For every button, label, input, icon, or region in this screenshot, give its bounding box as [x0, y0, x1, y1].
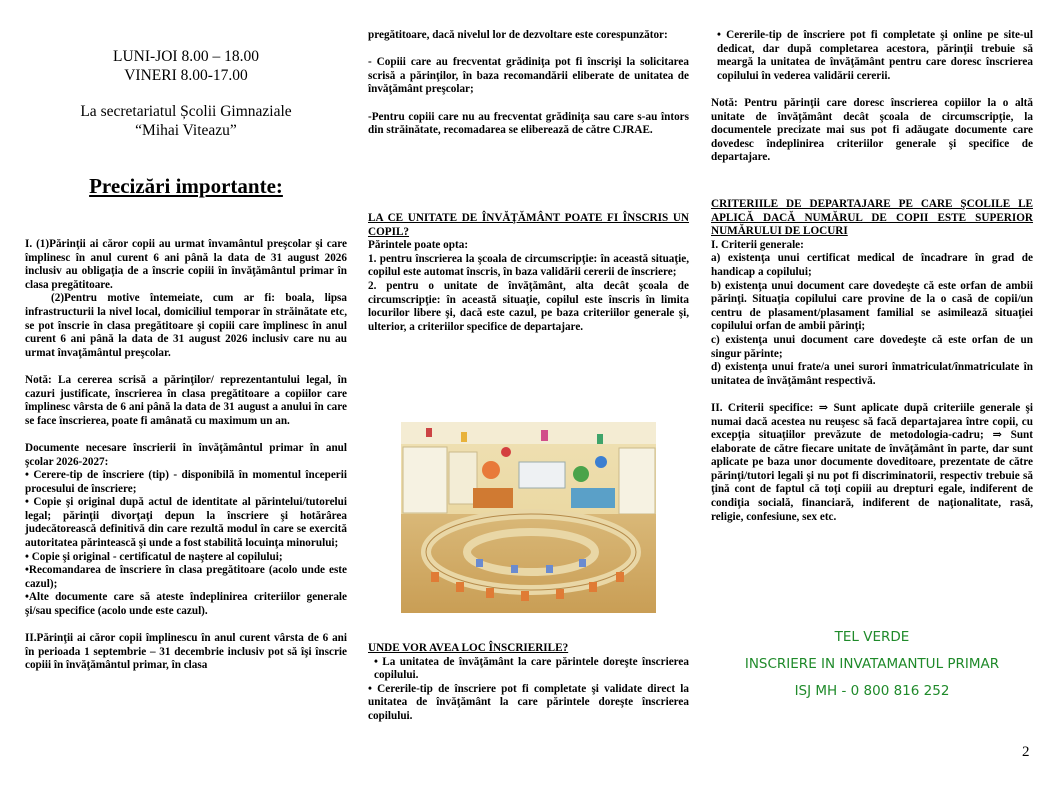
paragraph-2: (2)Pentru motive întemeiate, cum ar fi: boala, lipsa infrastructurii la nivel local, domiciliul temporar în străinătate etc, se pot înscrie în clasa pregătitoare şi copiii care împlinesc în anul curent 6 ani până la data de 31 august 2026 inclusiv care nu au urmat învaţământul preşcolar.	[25, 292, 347, 359]
schedule-block	[25, 48, 347, 140]
specific-criteria: II. Criterii specifice: ⇒ Sunt aplicate după criteriile generale şi numai dacă acestea nu reuşesc să facă departajarea între copii, cu excepţia situaţiilor prevăzute de metodologia-cadru; ⇒ Sunt elaborate de către fiecare unitate de învăţământ în parte, dar sunt aplicate pe baza unor documente doveditoare, prezentate de către părinţi/tutori legali şi nu pot fi discriminatorii, respectiv trebuie să ţină cont de faptul că toţi copiii au drepturi egale, indiferent de condiţia socială, financiară, indiferent de naţionalitate, rasă, religie, confesiune, sex etc.	[711, 401, 1033, 523]
criterion-c: c) existenţa unui document care dovedeşte că este orfan de un singur părinte;	[711, 333, 1033, 360]
general-criteria-title: I. Criterii generale:	[711, 238, 804, 251]
hours-mon-thu: LUNI-JOI 8.00 – 18.00	[113, 48, 259, 65]
criteria-heading: CRITERIILE DE DEPARTAJARE PE CARE ŞCOLILE LE APLICĂ DACĂ NUMĂRUL DE COPII ESTE SUPERIOR NUMĂRULUI DE LOCURI	[711, 198, 1033, 238]
options-intro: Părintele poate opta:	[368, 239, 469, 252]
paragraph-3: II.Părinţii ai căror copii împlinescu în anul curent vârsta de 6 ani în perioada 1 septembrie – 31 decembrie inclusiv pot să îşi înscrie copiii în învăţământul primar, în clasa	[25, 632, 347, 672]
online-bullet: • Cererile-tip de înscriere pot fi completate şi online pe site-ul dedicat, dar după completarea acestora, părinţii trebuie să meargă la unitatea de învăţământ pentru care doresc înscrierea copilului în vederea validării cererii.	[717, 29, 1033, 82]
hotline-title: TEL VERDE	[834, 629, 910, 645]
note-paragraph: Notă: La cererea scrisă a părinţilor/ reprezentantului legal, în cazuri justificate, înscrierea în clasa pregătitoare a copiilor care împlinesc vârsta de 6 ani până la data de 31 august a anului în care se face înscrierea, poate fi amânată cu maximum un an.	[25, 373, 347, 427]
documents-intro: Documente necesare înscrierii în învăţământul primar în anul şcolar 2026-2027:	[25, 441, 347, 468]
doc-item: •Alte documente care să ateste îndeplinirea criteriilor generale şi/sau specifice (acolo unde este cazul).	[25, 591, 347, 618]
secretariat-line-1: La secretariatul Școlii Gimnaziale	[80, 103, 292, 120]
paragraph-1: I. (1)Părinţii ai căror copii au urmat învamântul preşcolar şi care împlinesc în anul curent 6 ani până la data de 31 august 2026 inclusiv au obligaţia de a înscrie copiii în învăţământul primar în clasa pregătitoare.	[25, 238, 347, 291]
where-bullet-2: • Cererile-tip de înscriere pot fi completate şi validate direct la unitatea de învăţământ la care părintele doreşte înscrierea copilului.	[368, 682, 689, 722]
doc-item: • Cerere-tip de înscriere (tip) - disponibilă în momentul începerii procesului de înscriere;	[25, 469, 347, 495]
bullet-kindergarten: - Copiii care au frecventat grădiniţa pot fi înscrişi la solicitarea scrisă a părinţilor, în baza recomandării eliberate de unitatea de învăţământ preşcolar;	[368, 56, 689, 96]
criterion-b: b) existenţa unui document care dovedeşte că este orfan de ambii părinţi. Situaţia copilului care provine de la o casă de copii/un centru de plasament/plasament familial se asimilează situaţiei copilului orfan de ambii părinţi;	[711, 279, 1033, 333]
doc-item: • Copie şi original după actul de identitate al părintelui/tutorelui legal; părinţii divorţaţi depun la înscriere şi hotărârea judecătorească definitivă din care rezultă modul în care se exercită autoritatea părintească şi unde a fost stabilită locuinţa minorului;	[25, 496, 347, 550]
bullet-no-kindergarten: -Pentru copiii care nu au frecventat grădiniţa sau care s-au întors din străinătate, recomadarea se eliberează de către CJRAE.	[368, 110, 689, 137]
hotline-number: ISJ MH - 0 800 816 252	[794, 683, 950, 699]
important-heading: Precizări importante:	[89, 174, 283, 198]
doc-item: • Copie şi original - certificatul de naştere al copilului;	[25, 550, 283, 563]
section-heading-unit: LA CE UNITATE DE ÎNVĂŢĂMÂNT POATE FI ÎNSCRIS UN COPIL?	[368, 212, 689, 238]
where-bullet-1: • La unitatea de învăţământ la care părintele doreşte înscrierea copilului.	[374, 655, 689, 682]
section-heading-where: UNDE VOR AVEA LOC ÎNSCRIERILE?	[368, 642, 569, 654]
option-1: 1. pentru înscrierea la şcoala de circumscripţie: în această situaţie, copilul este automat înscris, în baza validării cererii de înscriere;	[368, 252, 689, 279]
hotline-block	[711, 624, 1033, 705]
page-number: 2	[1022, 744, 1030, 760]
continuation-text: pregătitoare, dacă nivelul lor de dezvoltare este corespunzător:	[368, 29, 668, 41]
criterion-d: d) existenţa unui frate/a unei surori înmatriculat/înmatriculate în unitatea de învăţământ respectivă.	[711, 361, 1033, 387]
note-paragraph-2: Notă: Pentru părinţii care doresc înscrierea copiilor la o altă unitate de învăţământ decât şcoala de circumscripţie, la documentele precizate mai sus pot fi adăugate documente care dovedesc îndeplinirea criteriilor generale şi specifice de departajare.	[711, 96, 1033, 164]
hours-fri: VINERI 8.00-17.00	[124, 66, 248, 84]
criterion-a: a) existenţa unui certificat medical de încadrare în grad de handicap a copilului;	[711, 252, 1033, 278]
secretariat-line-2: “Mihai Viteazu”	[135, 121, 237, 139]
classroom-photo	[401, 422, 656, 613]
hotline-subtitle: INSCRIERE IN INVATAMANTUL PRIMAR	[744, 656, 1000, 672]
option-2: 2. pentru o unitate de învăţământ, alta decât şcoala de circumscripţie: în această situaţie, copilul este înscris în limita locurilor libere şi, dacă este cazul, pe baza criteriilor generale şi, ulterior, a criteriilor specifice de departajare.	[368, 279, 689, 333]
doc-item: •Recomandarea de înscriere în clasa pregătitoare (acolo unde este cazul);	[25, 564, 347, 590]
